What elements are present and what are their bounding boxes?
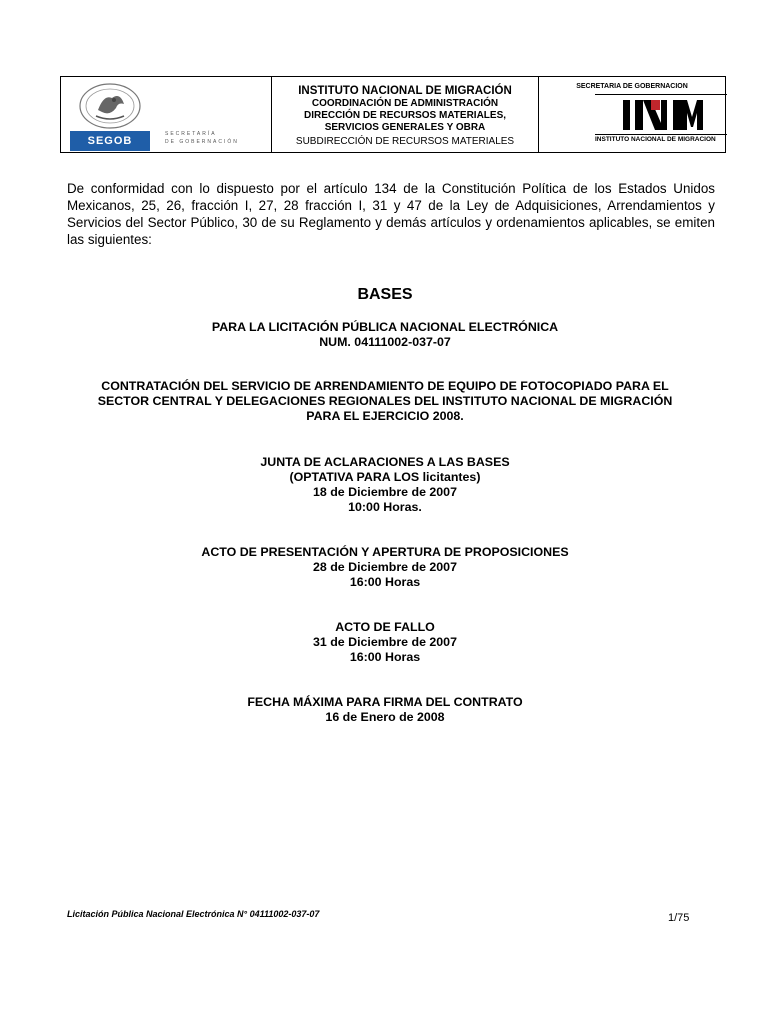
licitacion-line: PARA LA LICITACIÓN PÚBLICA NACIONAL ELECTRÓNICA [211, 320, 559, 334]
mexican-seal-icon [70, 82, 150, 130]
licitacion-block [0, 320, 770, 350]
divider [595, 134, 727, 135]
direction-name: DIRECCIÓN DE RECURSOS MATERIALES, [303, 110, 507, 121]
firma-date: 16 de Enero de 2008 [325, 710, 445, 724]
junta-block [0, 455, 770, 515]
subdirection-name: SUBDIRECCIÓN DE RECURSOS MATERIALES [295, 136, 515, 147]
inm-label: INSTITUTO NACIONAL DE MIGRACION [595, 136, 716, 143]
footer-reference: Licitación Pública Nacional Electrónica N° 04111002-037-07 [67, 909, 320, 919]
institute-name: INSTITUTO NACIONAL DE MIGRACIÓN [298, 85, 512, 97]
fallo-time: 16:00 Horas [349, 650, 421, 664]
direction-name-cont: SERVICIOS GENERALES Y OBRA [324, 122, 486, 133]
contratacion-block [0, 379, 770, 424]
coordination-name: COORDINACIÓN DE ADMINISTRACIÓN [311, 98, 499, 109]
junta-title: JUNTA DE ACLARACIONES A LAS BASES [260, 455, 510, 469]
presentacion-time: 16:00 Horas [349, 575, 421, 589]
inm-logo-icon [621, 97, 711, 133]
divider [595, 94, 727, 95]
presentacion-block [0, 545, 770, 590]
contratacion-line: CONTRATACIÓN DEL SERVICIO DE ARRENDAMIENTO DE EQUIPO DE FOTOCOPIADO PARA EL [101, 379, 669, 393]
firma-title: FECHA MÁXIMA PARA FIRMA DEL CONTRATO [247, 695, 523, 709]
secretaria-label: SECRETARIA DE GOBERNACION [576, 83, 688, 90]
secretaria-small-label: SECRETARÍA DE GOBERNACIÓN [165, 131, 239, 145]
header-center-cell [272, 77, 539, 152]
header-table [60, 76, 726, 153]
contratacion-line: SECTOR CENTRAL Y DELEGACIONES REGIONALES DEL INSTITUTO NACIONAL DE MIGRACIÓN [97, 394, 673, 408]
page-number: 1/75 [668, 912, 690, 924]
presentacion-date: 28 de Diciembre de 2007 [313, 560, 457, 574]
firma-block [0, 695, 770, 725]
header-left-cell [61, 77, 272, 152]
junta-date: 18 de Diciembre de 2007 [313, 485, 457, 499]
intro-paragraph: De conformidad con lo dispuesto por el artículo 134 de la Constitución Política de los Estados Unidos Mexicanos, 25, 26, fracción I, 27, 28 fracción I, 31 y 47 de la Ley de Adquisiciones, Arrendamientos y Servicios del Sector Público, 30 de su Reglamento y demás artículos y ordenamientos aplicables, se emiten las siguientes: [67, 181, 715, 247]
licitacion-number: NUM. 04111002-037-07 [319, 335, 451, 349]
header-right-cell [539, 77, 725, 152]
fallo-title: ACTO DE FALLO [335, 620, 435, 634]
junta-subtitle: (OPTATIVA PARA LOS licitantes) [289, 470, 481, 484]
contratacion-line: PARA EL EJERCICIO 2008. [306, 409, 464, 423]
presentacion-title: ACTO DE PRESENTACIÓN Y APERTURA DE PROPOSICIONES [201, 545, 569, 559]
fallo-date: 31 de Diciembre de 2007 [313, 635, 457, 649]
junta-time: 10:00 Horas. [348, 500, 422, 514]
fallo-block [0, 620, 770, 665]
bases-title: BASES [357, 286, 413, 303]
segob-logo: SEGOB [70, 131, 150, 151]
